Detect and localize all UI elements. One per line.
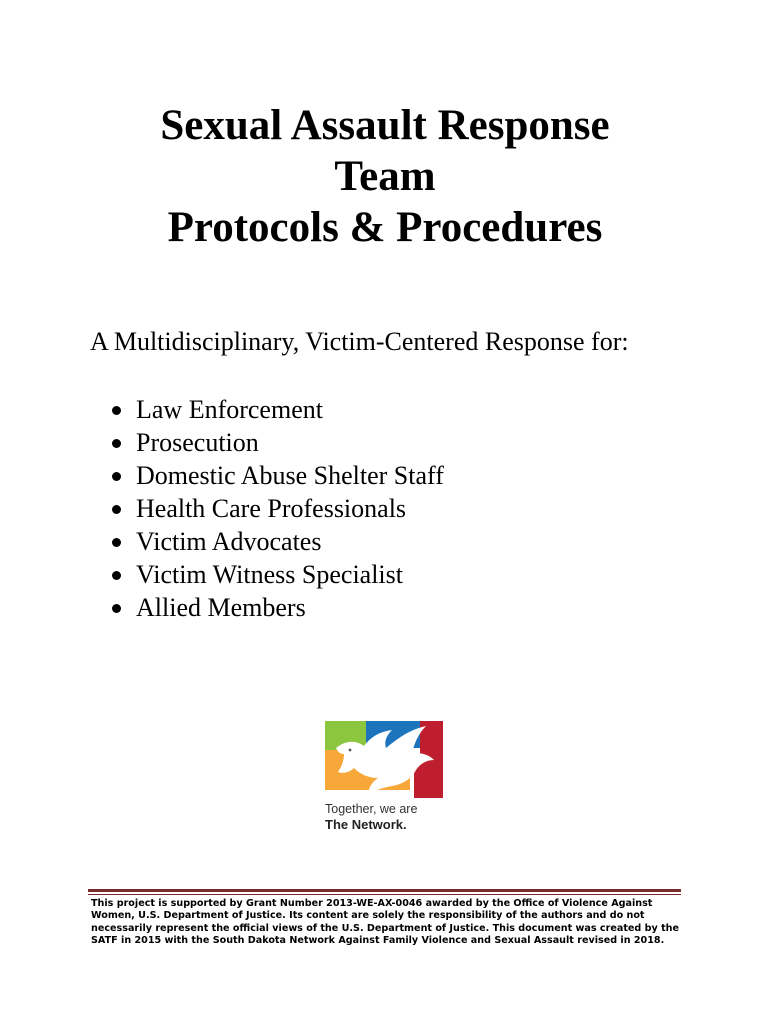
list-item-label: Law Enforcement [136, 395, 323, 424]
list-item-label: Victim Witness Specialist [136, 560, 403, 589]
bullet-icon [112, 472, 121, 481]
funding-disclaimer: This project is supported by Grant Number 2013-WE-AX-0046 awarded by the Office of Violence Against Women, U.S. Department of Justice. Its content are solely the responsibility of the authors and do not necessarily represent the official views of the U.S. Department of Justice. This document was created by the SATF in 2015 with the South Dakota Network Against Family Violence and Sexual Assault revised in 2018. [91, 898, 680, 946]
list-item-label: Prosecution [136, 428, 259, 457]
title-line-1: Sexual Assault Response [160, 102, 610, 149]
bullet-icon [112, 538, 121, 547]
footer-divider-thick [88, 889, 681, 892]
list-item [108, 459, 444, 492]
audience-list [108, 393, 444, 624]
list-item [108, 558, 444, 591]
logo-tagline [325, 802, 417, 832]
document-title [0, 100, 770, 253]
list-item [108, 426, 444, 459]
title-line-2: Team [334, 153, 436, 200]
footer-divider-thin [88, 894, 681, 895]
tagline-line-1: Together, we are [325, 802, 418, 816]
list-item [108, 492, 444, 525]
list-item-label: Allied Members [136, 593, 306, 622]
bullet-icon [112, 505, 121, 514]
bullet-icon [112, 571, 121, 580]
document-subtitle: A Multidisciplinary, Victim-Centered Response for: [90, 327, 629, 356]
list-item [108, 591, 444, 624]
title-line-3: Protocols & Procedures [167, 204, 603, 251]
bullet-icon [112, 439, 121, 448]
tagline-line-2: The Network. [325, 817, 407, 832]
bullet-icon [112, 604, 121, 613]
bullet-icon [112, 406, 121, 415]
dove-logo-icon [322, 718, 446, 800]
list-item [108, 393, 444, 426]
list-item [108, 525, 444, 558]
list-item-label: Victim Advocates [136, 527, 322, 556]
list-item-label: Health Care Professionals [136, 494, 407, 523]
list-item-label: Domestic Abuse Shelter Staff [136, 461, 444, 490]
